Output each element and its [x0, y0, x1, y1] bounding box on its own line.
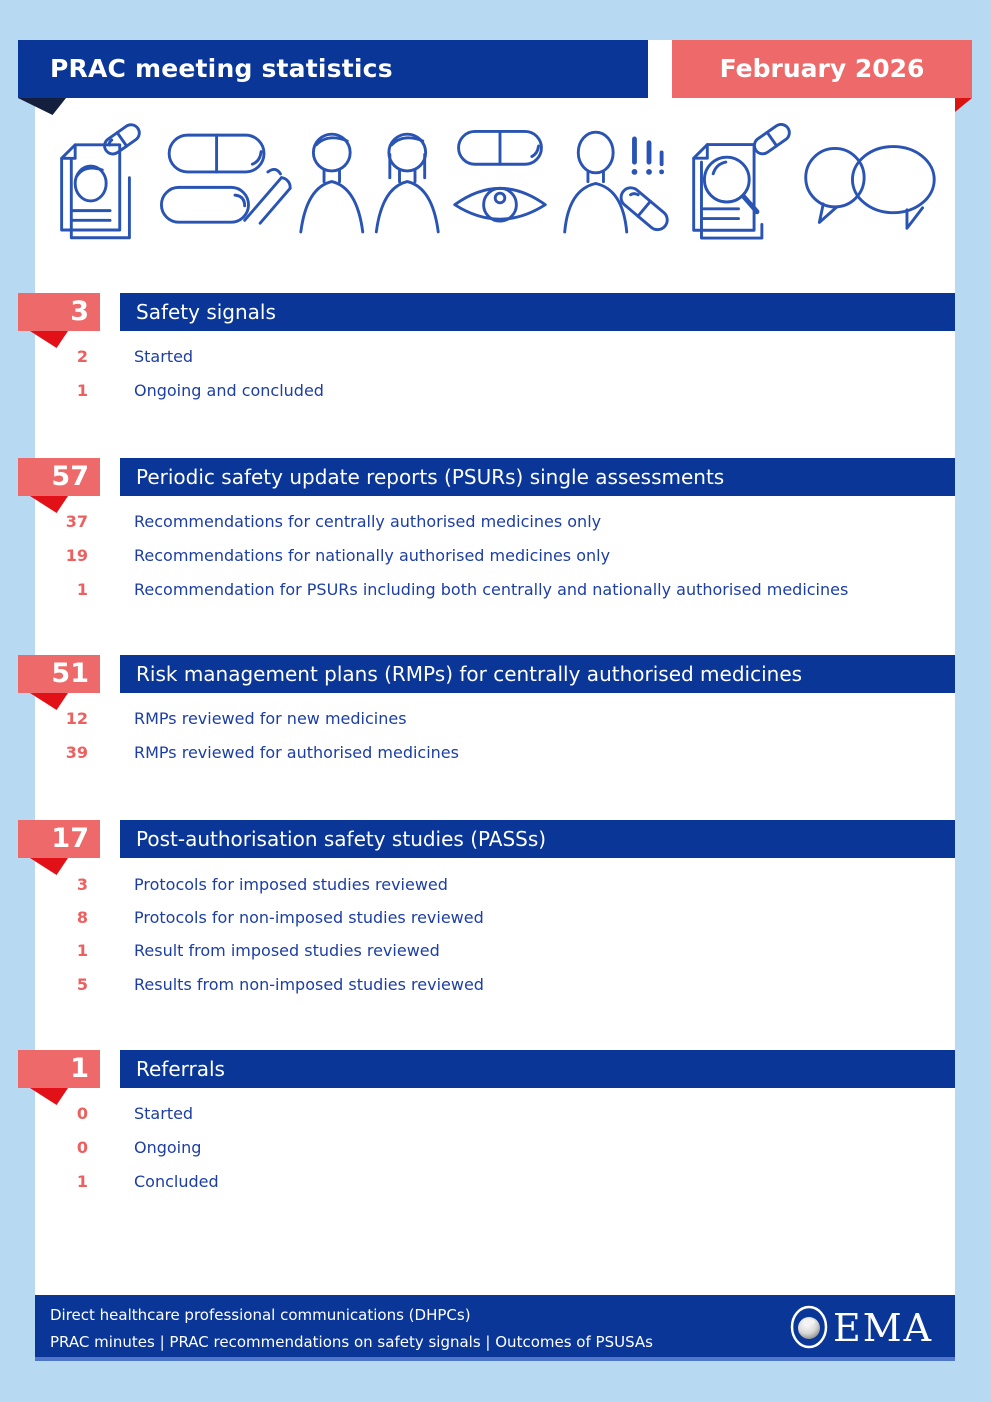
- two-people-icon: [295, 123, 445, 245]
- stat-row: [0, 1104, 991, 1124]
- stat-value: 0: [76, 1104, 88, 1123]
- section-title-bar: Post-authorisation safety studies (PASSs): [120, 820, 955, 858]
- stat-label: Protocols for non-imposed studies reviewed: [134, 908, 484, 927]
- stat-value: 1: [76, 381, 88, 400]
- section-total-badge: 1: [18, 1050, 100, 1088]
- date-banner-fold: [955, 98, 972, 112]
- hand-holding-capsule-icon: [144, 123, 294, 245]
- stat-row: [0, 709, 991, 729]
- stat-row: [0, 908, 991, 928]
- stat-row: [0, 347, 991, 367]
- footer-bar: [35, 1295, 955, 1361]
- stat-label: Results from non-imposed studies reviewed: [134, 975, 484, 994]
- stat-row: [0, 580, 991, 600]
- stat-value: 8: [76, 908, 88, 927]
- section-title-bar: Referrals: [120, 1050, 955, 1088]
- stat-value: 19: [65, 546, 88, 565]
- ema-logo-text: EMA: [833, 1306, 934, 1350]
- stat-row: [0, 1138, 991, 1158]
- stat-label: Recommendations for nationally authorised medicines only: [134, 546, 611, 565]
- stat-label: Ongoing: [134, 1138, 202, 1157]
- stat-label: Started: [134, 347, 194, 366]
- person-alert-capsule-icon: [555, 123, 681, 245]
- stat-value: 2: [76, 347, 88, 366]
- page-title: PRAC meeting statistics: [18, 40, 648, 98]
- footer-line1: Direct healthcare professional communications (DHPCs): [50, 1306, 471, 1324]
- stat-row: [0, 1172, 991, 1192]
- stat-row: [0, 875, 991, 895]
- stat-value: 1: [76, 1172, 88, 1191]
- stat-row: [0, 743, 991, 763]
- stat-label: RMPs reviewed for new medicines: [134, 709, 407, 728]
- stat-label: Ongoing and concluded: [134, 381, 324, 400]
- stat-value: 39: [65, 743, 88, 762]
- icons-row: [50, 118, 942, 250]
- stat-value: 0: [76, 1138, 88, 1157]
- date-banner: February 2026: [672, 40, 972, 98]
- section-total-badge: 57: [18, 458, 100, 496]
- stat-label: Concluded: [134, 1172, 219, 1191]
- stat-label: Result from imposed studies reviewed: [134, 941, 440, 960]
- stat-value: 1: [76, 580, 88, 599]
- section-title-bar: Periodic safety update reports (PSURs) single assessments: [120, 458, 955, 496]
- section-total-badge: 51: [18, 655, 100, 693]
- stat-row: [0, 512, 991, 532]
- stat-label: Protocols for imposed studies reviewed: [134, 875, 448, 894]
- stat-label: Recommendations for centrally authorised medicines only: [134, 512, 602, 531]
- stat-value: 3: [76, 875, 88, 894]
- stat-row: [0, 381, 991, 401]
- stat-value: 37: [65, 512, 88, 531]
- stat-value: 5: [76, 975, 88, 994]
- stat-row: [0, 975, 991, 995]
- stat-row: [0, 546, 991, 566]
- footer-line2: PRAC minutes | PRAC recommendations on safety signals | Outcomes of PSUSAs: [50, 1333, 653, 1351]
- stat-value: 1: [76, 941, 88, 960]
- speech-bubbles-icon: [796, 123, 942, 245]
- document-magnifier-icon: [682, 123, 794, 245]
- stat-row: [0, 941, 991, 961]
- patient-report-icon: [50, 123, 142, 245]
- section-title-bar: Safety signals: [120, 293, 955, 331]
- section-total-badge: 17: [18, 820, 100, 858]
- stat-label: Recommendation for PSURs including both centrally and nationally authorised medicines: [134, 580, 849, 599]
- ema-logo: [787, 1303, 939, 1355]
- section-total-badge: 3: [18, 293, 100, 331]
- stat-label: Started: [134, 1104, 194, 1123]
- capsule-eye-icon: [447, 123, 553, 245]
- stat-value: 12: [65, 709, 88, 728]
- stat-label: RMPs reviewed for authorised medicines: [134, 743, 459, 762]
- section-title-bar: Risk management plans (RMPs) for centrally authorised medicines: [120, 655, 955, 693]
